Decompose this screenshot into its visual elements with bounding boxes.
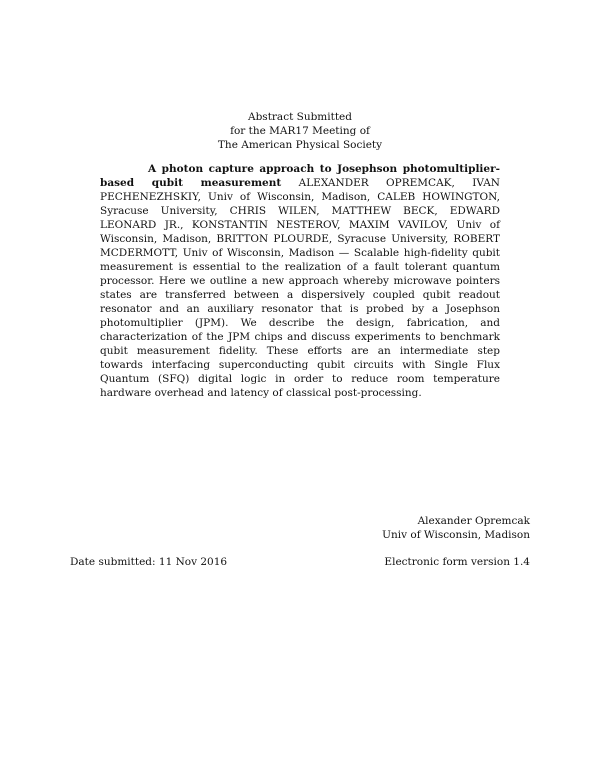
date-submitted: Date submitted: 11 Nov 2016 (70, 556, 228, 568)
abstract-title: A photon capture approach to Josephson photomultiplier-based qubit measurement (100, 163, 500, 189)
header-line-2: for the MAR17 Meeting of (230, 125, 370, 137)
abstract-authors: ALEXANDER OPREMCAK, IVAN PECHENEZHSKIY, Univ of Wisconsin, Madison, CALEB HOWINGTON, Syracuse University, CHRIS WILEN, MATTHEW BECK, EDWARD LEONARD JR., KONSTANTIN NESTEROV, MAXIM VAVILOV, Univ of Wisconsin, Madison, BRITTON PLOURDE, Syracuse University, ROBERT MCDERMOTT, Univ of Wisconsin, Madison — (100, 177, 500, 259)
header-line-3: The American Physical Society (217, 139, 383, 151)
document-header (0, 110, 600, 152)
header-line-1: Abstract Submitted (248, 111, 352, 123)
form-version: Electronic form version 1.4 (384, 556, 530, 568)
document-footer (70, 555, 530, 569)
abstract-paragraph (100, 162, 500, 400)
submitter-affiliation: Univ of Wisconsin, Madison (382, 529, 530, 541)
submitter-block (382, 514, 530, 542)
submitter-name: Alexander Opremcak (417, 515, 530, 527)
abstract-body: Scalable high-fidelity qubit measurement is essential to the realization of a fault tolerant quantum processor. Here we outline a new approach whereby microwave pointers states are transferred between a dispersively coupled qubit readout resonator and an auxiliary resonator that is probed by a Josephson photomultiplier (JPM). We describe the design, fabrication, and characterization of the JPM chips and discuss experiments to benchmark qubit measurement fidelity. These efforts are an intermediate step towards interfacing superconducting qubit circuits with Single Flux Quantum (SFQ) digital logic in order to reduce room temperature hardware overhead and latency of classical post-processing. (100, 247, 501, 399)
